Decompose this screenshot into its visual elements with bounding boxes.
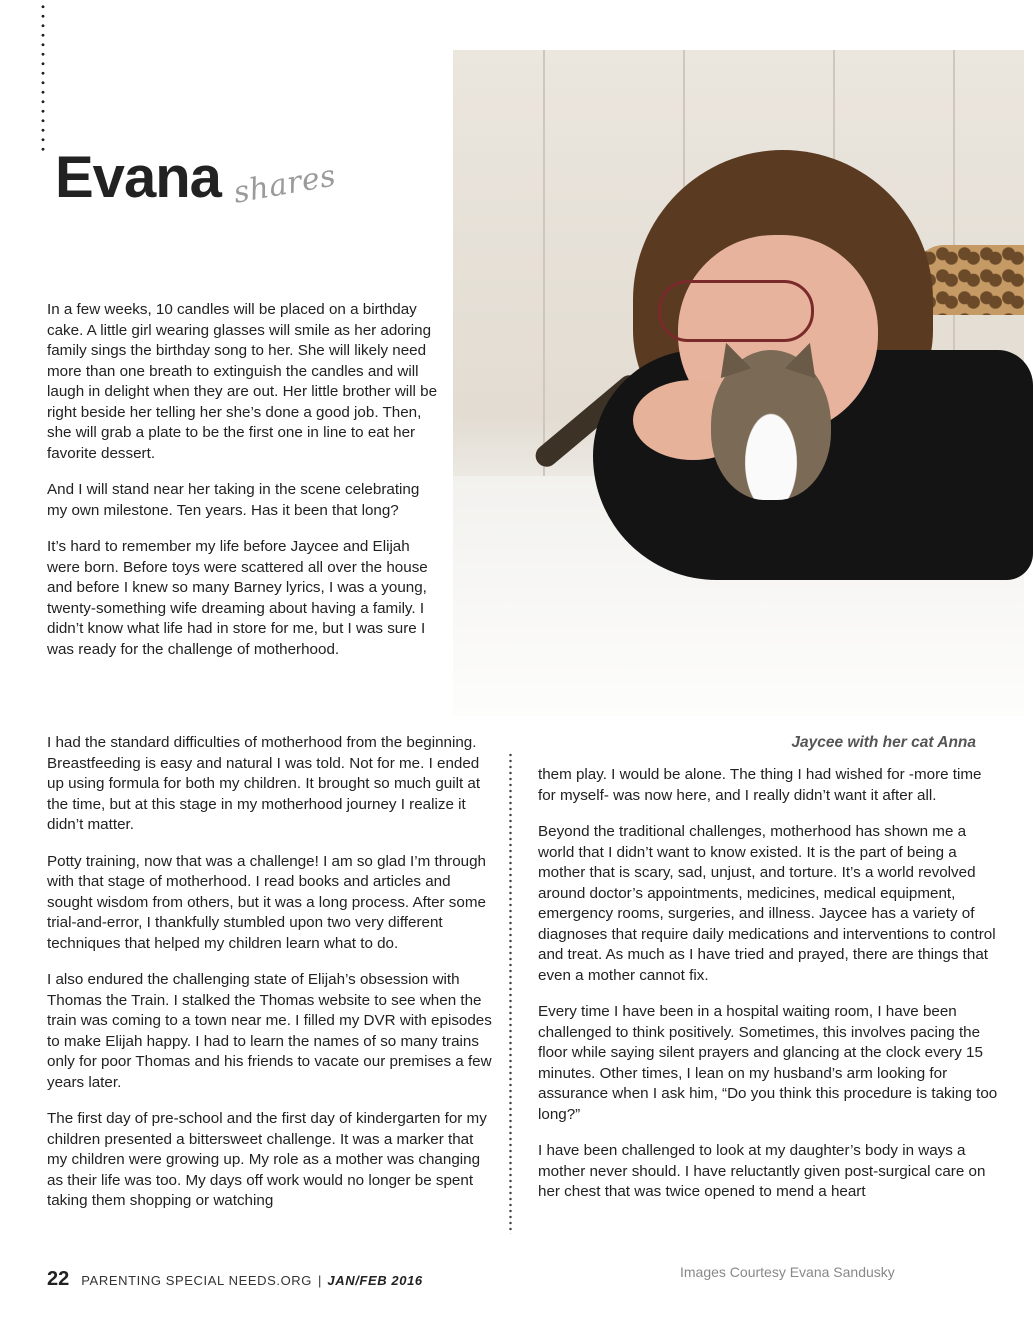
paragraph: Beyond the traditional challenges, motherhood has shown me a world that I didn’t want to know existed. It is the part of being a mother that is scary, sad, unjust, and torture. It’s a world revolved around doctor’s appointments, medicines, medical equipment, emergency rooms, surgeries, and illness. Jaycee has a variety of diagnoses that require daily medications and interventions to control and treat. As much as I have tried and prayed, there are things that even a mother cannot fix. [538, 823, 996, 984]
paragraph: I have been challenged to look at my daughter’s body in ways a mother never should. I have reluctantly given post-surgical care on her chest that was twice opened to mend a heart [538, 1142, 986, 1200]
decorative-dotted-rule [41, 2, 45, 154]
paragraph: The first day of pre-school and the first day of kindergarten for my children presented a bittersweet challenge. It was a marker that my children were growing up. My role as a mother was changing as their life was too. My days off work would no longer be spent taking them shopping or watching [47, 1110, 487, 1209]
article-title: Evana [55, 145, 221, 210]
paragraph: them play. I would be alone. The thing I had wished for -more time for myself- was now here, and I really didn’t want it after all. [538, 766, 982, 804]
paragraph: And I will stand near her taking in the scene celebrating my own milestone. Ten years. Has it been that long? [47, 481, 420, 519]
page-footer [47, 1268, 423, 1291]
column-divider [509, 752, 512, 1234]
paragraph: It’s hard to remember my life before Jaycee and Elijah were born. Before toys were scattered all over the house and before I knew so many Barney lyrics, I was a young, twenty-something wife dreaming about having a family. I didn’t know what life had in store for me, but I was sure I was ready for the challenge of motherhood. [47, 538, 428, 658]
article-column-left-bottom [47, 733, 492, 1228]
footer-separator: | [318, 1273, 322, 1288]
article-column-right [538, 765, 1003, 1219]
photo-caption: Jaycee with her cat Anna [791, 734, 976, 751]
page-number: 22 [47, 1268, 70, 1290]
article-photo [453, 50, 1024, 751]
paragraph: I had the standard difficulties of motherhood from the beginning. Breastfeeding is easy and natural I was told. Not for me. I ended up using formula for both my children. It brought so much guilt at the time, but at this stage in my motherhood journey I realize it didn’t matter. [47, 734, 481, 833]
paragraph: I also endured the challenging state of Elijah’s obsession with Thomas the Train. I stalked the Thomas website to see when the train was coming to a town near me. I filled my DVR with episodes to make Elijah happy. I had to learn the names of so many trains only for poor Thomas and his friends to vacate our premises a few years later. [47, 971, 492, 1091]
article-column-left-top [47, 300, 442, 676]
image-credit: Images Courtesy Evana Sandusky [680, 1264, 895, 1280]
paragraph: Every time I have been in a hospital waiting room, I have been challenged to think positively. Sometimes, this involves pacing the floor while saying silent prayers and glancing at the clock every 15 minutes. Other times, I lean on my husband’s arm looking for assurance when I ask him, “Do you think this procedure is taking too long?” [538, 1003, 998, 1123]
issue-date: JAN/FEB 2016 [327, 1273, 423, 1288]
publication-name: PARENTING SPECIAL NEEDS.ORG [81, 1273, 312, 1288]
paragraph: In a few weeks, 10 candles will be placed on a birthday cake. A little girl wearing glasses will smile as her adoring family sings the birthday song to her. She will likely need more than one breath to extinguish the candles and will laugh in delight when they are out. Her little brother will be right beside her telling her she’s done a good job. Then, she will grab a plate to be the first one in line to eat her favorite dessert. [47, 301, 438, 462]
paragraph: Potty training, now that was a challenge! I am so glad I’m through with that stage of motherhood. I read books and articles and sought wisdom from others, but it was a long process. After some trial-and-error, I thankfully stumbled upon two very different techniques that helped my children learn what to do. [47, 852, 486, 952]
article-subtitle: shares [230, 158, 339, 211]
